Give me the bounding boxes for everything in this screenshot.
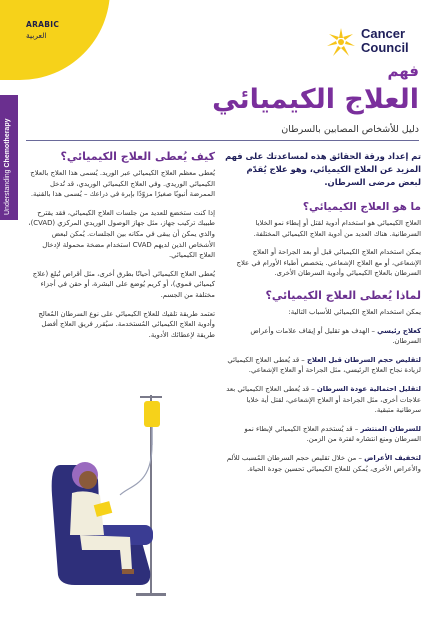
reason-key: كعلاج رئيسي xyxy=(377,326,421,335)
reason-item xyxy=(225,424,421,445)
language-label-arabic: العربية xyxy=(26,31,47,40)
reason-key: لتقليص حجم السرطان قبل العلاج xyxy=(306,355,421,364)
reason-text: – قد يُستخدم العلاج الكيميائي لإبطاء نمو السرطان ومنع انتشاره لفترة من الزمن. xyxy=(244,424,421,444)
logo-wordmark xyxy=(361,27,409,55)
reason-text: – الهدف هو تقليل أو إيقاف علامات وأعراض السرطان. xyxy=(250,326,421,346)
why-intro: يمكن استخدام العلاج الكيميائي للأسباب التالية: xyxy=(288,307,421,316)
page-subtitle: دليل للأشخاص المصابين بالسرطان xyxy=(281,124,419,135)
how-paragraph-4: تعتمد طريقة تلقيك للعلاج الكيميائي على نوع السرطان المُعالج وأدوية العلاج الكيميائي المُستخدمة. سيُقرر فريق العلاج أفضل طريقة لإعطائك الأدوية. xyxy=(38,309,215,339)
sunburst-icon xyxy=(323,24,359,60)
side-label-light: Understanding xyxy=(4,167,11,215)
title-kicker: فهم xyxy=(387,62,419,80)
reason-key: لتقليل احتمالية عودة السرطان xyxy=(316,384,421,393)
how-paragraph-2: إذا كنت ستخضع للعديد من جلسات العلاج الكيميائي، فقد يقترح طبيبك تركيب جهاز، مثل جهاز الوصول الوريدي المركزي (CVAD)، والذي يمكن أن يبقى في مكانه بين الجلسات. يُمكن لبعض الأشخاص الذين لديهم CVAD استخدام مضخة محمولة لإدخال العلاج الكيميائي. xyxy=(28,208,215,260)
logo-line-1: Cancer xyxy=(361,26,406,41)
how-heading: كيف يُعطى العلاج الكيميائي؟ xyxy=(60,150,215,163)
page-title: العلاج الكيميائي xyxy=(212,84,419,115)
logo-line-2: Council xyxy=(361,40,409,55)
reason-item xyxy=(225,355,421,376)
what-paragraph-1: العلاج الكيميائي هو استخدام أدوية لقتل أو إبطاء نمو الخلايا السرطانية. هناك العديد من أدوية العلاج الكيميائي المختلفة. xyxy=(253,219,421,238)
reason-item xyxy=(225,453,421,474)
language-label-english: ARABIC xyxy=(26,20,60,29)
how-paragraph-1: يُعطى معظم العلاج الكيميائي عبر الوريد. يُسمى هذا العلاج بالعلاج الكيميائي الوريدي. وفي العلاج الكيميائي الوريدي، قد تُدخل الممرضة أنبوبًا صغيرًا مزوّدًا بإبرة في ذراعك – يُسمى هذا بالقنية. xyxy=(30,169,215,199)
reason-item xyxy=(225,384,421,416)
why-heading: لماذا يُعطى العلاج الكيميائي؟ xyxy=(265,288,421,302)
reason-text: – قد يُعطى العلاج الكيميائي بعد علاجات أخرى، مثل الجراحة أو العلاج الإشعاعي، لقتل أية خلايا سرطانية متبقية. xyxy=(226,384,421,415)
intro-text: تم إعداد ورقة الحقائق هذه لمساعدتك على فهم المزيد عن العلاج الكيميائي، وهو علاج يُقدّم لبعض مرضى السرطان. xyxy=(225,151,421,187)
left-column xyxy=(27,150,215,348)
reason-key: للسرطان المنتشر xyxy=(360,424,421,433)
how-paragraph-3: يُعطى العلاج الكيميائي أحيانًا بطرق أخرى، مثل أقراص تُبلع (علاج كيميائي فموي)، أو كريم يُوضع على البشرة، أو حقن في أجزاء مختلفة من الجسم. xyxy=(32,269,215,299)
right-column xyxy=(225,150,421,482)
chemotherapy-patient-illustration xyxy=(40,385,205,605)
yellow-corner-decoration xyxy=(0,0,110,80)
reason-item xyxy=(225,326,421,347)
reason-text: – قد يُعطى العلاج الكيميائي لزيادة نجاح العلاج الرئيسي، مثل الجراحة أو العلاج الإشعاعي. xyxy=(227,355,421,375)
reason-key: لتخفيف الأعراض xyxy=(364,453,421,462)
reason-text: – من خلال تقليص حجم السرطان المُسبب للألم والأعراض الأخرى، يُمكن للعلاج الكيميائي تحسين جودة الحياة. xyxy=(226,453,421,473)
side-label-bold: Chemotherapy xyxy=(4,118,11,168)
side-tab-label xyxy=(4,119,11,216)
cancer-council-logo xyxy=(323,24,433,66)
what-paragraph-2: يمكن استخدام العلاج الكيميائي قبل أو بعد الجراحة أو العلاج الإشعاعي، أو مع العلاج الإشعاعي. يتخصص أطباء الأورام في علاج السرطان بالعلاج الكيميائي وأدوية السرطان الأخرى. xyxy=(236,248,421,278)
what-heading: ما هو العلاج الكيميائي؟ xyxy=(302,201,421,213)
header-divider xyxy=(26,140,419,141)
